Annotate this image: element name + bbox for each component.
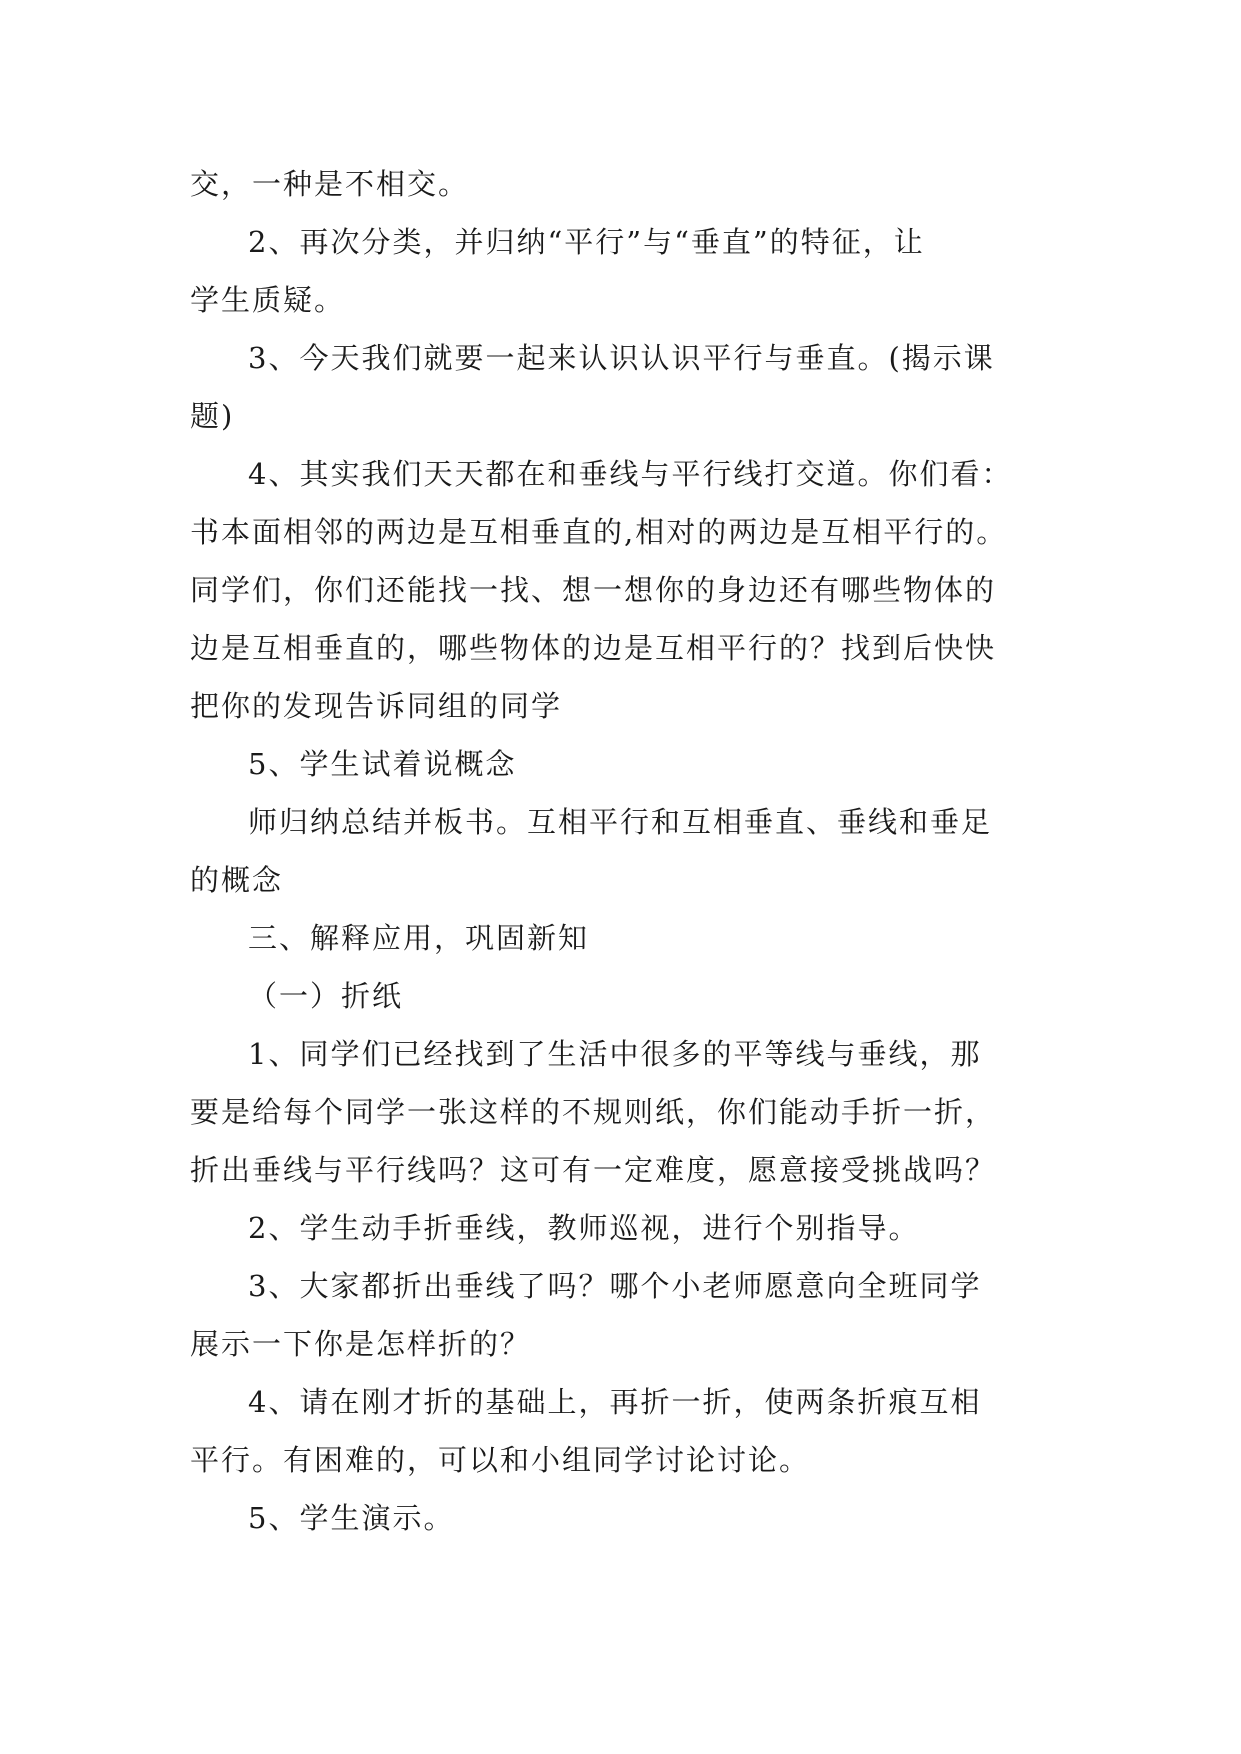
text-line: 学生质疑。 — [190, 283, 346, 317]
paragraph — [190, 1025, 1050, 1199]
text-line: 3、今天我们就要一起来认识认识平行与垂直。(揭示课 — [248, 341, 995, 375]
text-line: 题) — [190, 399, 235, 433]
subsection-heading — [190, 967, 1050, 1025]
text-line: （一）折纸 — [248, 979, 404, 1013]
paragraph — [190, 735, 1050, 793]
text-line: 1、同学们已经找到了生活中很多的平等线与垂线，那 — [248, 1037, 982, 1071]
text-line: 5、学生演示。 — [248, 1501, 455, 1535]
paragraph — [190, 1489, 1050, 1547]
document-body — [190, 155, 1050, 1547]
text-line: 同学们，你们还能找一找、想一想你的身边还有哪些物体的 — [190, 573, 997, 607]
text-line: 把你的发现告诉同组的同学 — [190, 689, 563, 723]
text-line: 平行。有困难的，可以和小组同学讨论讨论。 — [190, 1443, 811, 1477]
text-line: 的概念 — [190, 863, 284, 897]
text-line: 要是给每个同学一张这样的不规则纸，你们能动手折一折， — [190, 1095, 997, 1129]
text-line: 折出垂线与平行线吗？这可有一定难度，愿意接受挑战吗？ — [190, 1153, 997, 1187]
text-line: 4、其实我们天天都在和垂线与平行线打交道。你们看： — [248, 457, 1013, 491]
text-line: 三、解释应用，巩固新知 — [248, 921, 590, 955]
text-line: 边是互相垂直的，哪些物体的边是互相平行的？找到后快快 — [190, 631, 997, 665]
text-line: 3、大家都折出垂线了吗？哪个小老师愿意向全班同学 — [248, 1269, 982, 1303]
paragraph — [190, 1373, 1050, 1489]
paragraph — [190, 155, 1050, 213]
paragraph — [190, 793, 1050, 909]
text-line: 2、学生动手折垂线，教师巡视，进行个别指导。 — [248, 1211, 920, 1245]
text-line: 4、请在刚才折的基础上，再折一折，使两条折痕互相 — [248, 1385, 982, 1419]
paragraph — [190, 213, 1050, 329]
text-line: 师归纳总结并板书。互相平行和互相垂直、垂线和垂足 — [248, 805, 993, 839]
paragraph — [190, 445, 1050, 735]
text-line: 展示一下你是怎样折的？ — [190, 1327, 532, 1361]
paragraph — [190, 1199, 1050, 1257]
text-line: 书本面相邻的两边是互相垂直的,相对的两边是互相平行的。 — [190, 515, 1008, 549]
text-line: 5、学生试着说概念 — [248, 747, 517, 781]
text-line: 2、再次分类，并归纳“平行”与“垂直”的特征，让 — [248, 225, 925, 259]
paragraph — [190, 1257, 1050, 1373]
section-heading — [190, 909, 1050, 967]
text-line: 交，一种是不相交。 — [190, 167, 470, 201]
paragraph — [190, 329, 1050, 445]
